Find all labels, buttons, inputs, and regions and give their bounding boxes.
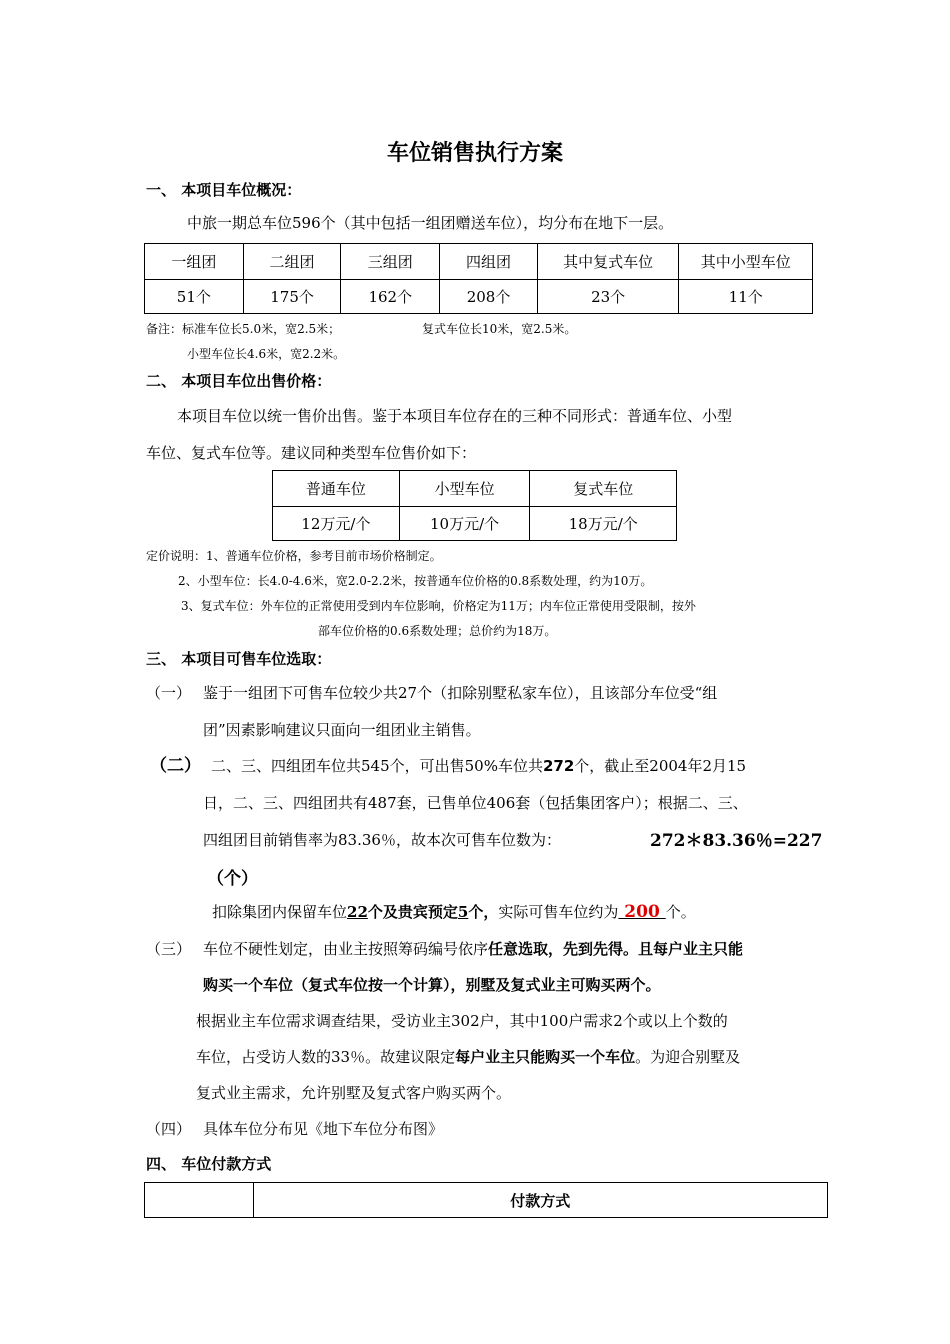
table-header-cell: 二组团 — [243, 244, 341, 280]
item-3-line-4-bold: 每户业主只能购买一个车位 — [455, 1048, 636, 1066]
table-header-cell: 一组团 — [145, 244, 244, 280]
section-1-heading: 一、 本项目车位概况： — [146, 181, 302, 199]
note-duplex-size: 复式车位长10米，宽2.5米。 — [422, 322, 577, 336]
note-standard-size: 备注：标准车位长5.0米，宽2.5米； — [146, 322, 341, 336]
item-3-line-4-end: 。为迎合别墅及 — [635, 1048, 741, 1066]
table-header-cell: 四组团 — [440, 244, 538, 280]
table-header-cell — [145, 1183, 254, 1218]
actual-text: 实际可售车位约为 — [498, 903, 619, 921]
price-table — [272, 470, 677, 541]
section-2-para-line-2: 车位、复式车位等。建议同种类型车位售价如下： — [146, 444, 477, 462]
table-header-cell: 普通车位 — [273, 471, 400, 507]
vip-unit: 个， — [468, 903, 499, 921]
pricing-note-2: 2、小型车位：长4.0-4.6米，宽2.0-2.2米，按普通车位价格的0.8系数处理，约为10万。 — [178, 574, 653, 588]
item-4-text: 具体车位分布见《地下车位分布图》 — [203, 1120, 444, 1138]
table-header-cell: 其中复式车位 — [537, 244, 679, 280]
pricing-note-1: 定价说明：1、普通车位价格，参考目前市场价格制定。 — [146, 549, 442, 563]
vip-count: 5 — [457, 903, 469, 921]
table-cell: 162个 — [341, 280, 440, 314]
sale-formula: 272＊83.36％=227 — [650, 831, 823, 851]
table-header-cell: 其中小型车位 — [679, 244, 813, 280]
item-3-line-1 — [203, 938, 743, 959]
vip-text: 个及贵宾预定 — [367, 903, 458, 921]
item-2-line-2: 日，二、三、四组团共有487套，已售单位406套（包括集团客户）；根据二、三、 — [203, 794, 748, 812]
item-3-line-5: 复式业主需求，允许别墅及复式客户购买两个。 — [196, 1084, 512, 1102]
item-2-label: （二） — [150, 756, 201, 776]
table-cell: 18万元/个 — [530, 507, 677, 541]
section-4-heading: 四、 车位付款方式 — [146, 1155, 272, 1173]
payment-table — [144, 1182, 828, 1218]
section-1-intro: 中旅一期总车位596个（其中包括一组团赠送车位），均分布在地下一层。 — [187, 214, 674, 232]
reserved-text: 扣除集团内保留车位 — [212, 903, 348, 921]
page-title: 车位销售执行方案 — [386, 141, 563, 166]
available-count: 272 — [542, 757, 575, 775]
table-header-row — [145, 1183, 828, 1218]
table-cell: 23个 — [537, 280, 679, 314]
table-cell: 208个 — [440, 280, 538, 314]
group-parking-table — [144, 243, 813, 314]
table-cell: 10万元/个 — [399, 507, 530, 541]
reserved-count: 22 — [347, 903, 368, 921]
table-cell: 51个 — [145, 280, 244, 314]
actual-count: 200 — [618, 902, 666, 922]
table-header-cell: 三组团 — [341, 244, 440, 280]
item-2-line-1-date: 个，截止至2004年2月15 — [574, 757, 747, 775]
table-header-row — [273, 471, 677, 507]
item-3-line-2: 购买一个车位（复式车位按一个计算），别墅及复式业主可购买两个。 — [203, 976, 661, 994]
item-3-line-4-text: 车位，占受访人数的33％。故建议限定 — [196, 1048, 456, 1066]
table-row — [145, 280, 813, 314]
item-1-label: （一） — [146, 684, 192, 702]
section-2-heading: 二、 本项目车位出售价格： — [146, 372, 332, 390]
table-header-cell: 小型车位 — [399, 471, 530, 507]
item-2-line-3: 四组团目前销售率为83.36％，故本次可售车位数为： — [203, 831, 561, 849]
table-header-cell: 复式车位 — [530, 471, 677, 507]
note-small-size: 小型车位长4.6米，宽2.2米。 — [187, 347, 346, 361]
pricing-note-3-cont: 部车位价格的0.6系数处理；总价约为18万。 — [318, 624, 557, 638]
item-2-line-5 — [212, 901, 696, 922]
item-3-line-1-text: 车位不硬性划定，由业主按照筹码编号依序 — [203, 940, 489, 958]
actual-unit: 个。 — [665, 903, 696, 921]
table-cell: 175个 — [243, 280, 341, 314]
section-2-para-line-1: 本项目车位以统一售价出售。鉴于本项目车位存在的三种不同形式：普通车位、小型 — [177, 407, 733, 425]
table-cell: 11个 — [679, 280, 813, 314]
table-row — [273, 507, 677, 541]
table-cell: 12万元/个 — [273, 507, 400, 541]
pricing-note-3: 3、复式车位：外车位的正常使用受到内车位影响，价格定为11万；内车位正常使用受限制，按外 — [181, 599, 696, 613]
section-3-heading: 三、 本项目可售车位选取： — [146, 650, 332, 668]
formula-unit: （个） — [207, 869, 258, 889]
item-2-line-1-text: 二、三、四组团车位共545个，可出售50%车位共 — [211, 757, 543, 775]
item-3-line-3: 根据业主车位需求调查结果，受访业主302户，其中100户需求2个或以上个数的 — [196, 1012, 728, 1030]
item-1-line-1: 鉴于一组团下可售车位较少共27个（扣除别墅私家车位），且该部分车位受“组 — [203, 684, 718, 702]
table-header-cell: 付款方式 — [253, 1183, 827, 1218]
item-3-line-4 — [196, 1046, 740, 1067]
item-2-line-1 — [211, 755, 746, 776]
item-4-label: （四） — [146, 1120, 192, 1138]
item-3-label: （三） — [146, 940, 192, 958]
item-3-line-1-bold: 任意选取，先到先得。且每户业主只能 — [488, 940, 744, 958]
table-header-row — [145, 244, 813, 280]
item-1-line-2: 团”因素影响建议只面向一组团业主销售。 — [203, 721, 481, 739]
